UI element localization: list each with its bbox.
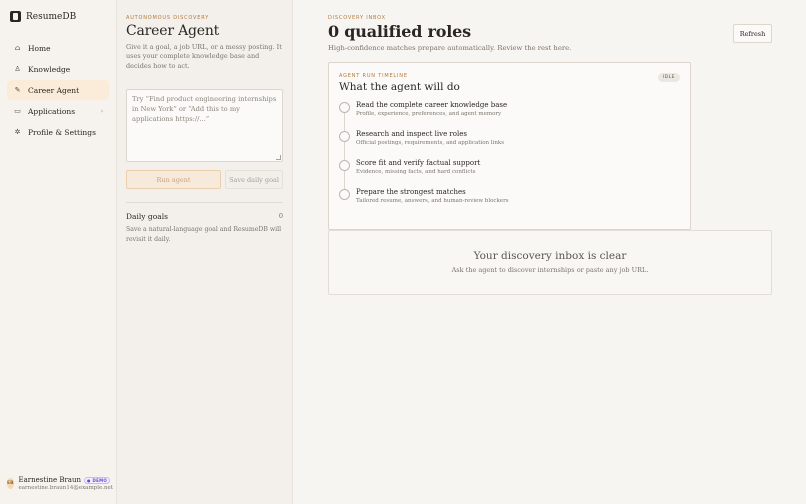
brand-name: ResumeDB (26, 11, 77, 22)
sidebar-item-career-agent[interactable] (7, 80, 109, 100)
demo-badge: ● DEMO (84, 477, 110, 484)
page-title: Career Agent (126, 23, 220, 39)
empty-state-description: Ask the agent to discover internships or paste any job URL. (451, 266, 649, 274)
daily-goals-count: 0 (278, 212, 283, 221)
timeline-step (339, 101, 680, 130)
step-connector (344, 171, 345, 189)
step-circle-icon (339, 160, 350, 171)
sidebar-item-knowledge[interactable] (7, 59, 109, 79)
sidebar-item-label: Applications (28, 106, 76, 116)
user-profile[interactable] (7, 476, 113, 491)
timeline-title: What the agent will do (339, 81, 460, 93)
step-text (356, 159, 480, 188)
goal-input-placeholder: Try “Find product engineering internships in New York” or “Add this to my applications https://...” (132, 95, 277, 124)
sidebar-item-label: Profile & Settings (28, 127, 96, 137)
empty-state (328, 230, 772, 295)
step-circle-icon (339, 131, 350, 142)
brand[interactable] (7, 9, 109, 24)
step-circle-icon (339, 189, 350, 200)
daily-goals-description: Save a natural-language goal and ResumeDB will revisit it daily. (126, 226, 282, 243)
sidebar-item-label: Home (28, 43, 51, 53)
step-title: Prepare the strongest matches (356, 188, 466, 196)
step-title: Score fit and verify factual support (356, 159, 481, 167)
sidebar-item-profile-settings[interactable] (7, 122, 109, 142)
sidebar-item-label: Career Agent (28, 85, 80, 95)
person-icon: ♙ (14, 65, 21, 73)
step-circle-icon (339, 102, 350, 113)
timeline-step (339, 130, 680, 159)
step-connector (344, 113, 345, 131)
sidebar-nav (7, 38, 109, 142)
status-badge: IDLE (658, 73, 680, 82)
step-description: Profile, experience, preferences, and agent memory (356, 111, 502, 117)
save-daily-goal-button[interactable]: Save daily goal (225, 170, 283, 189)
user-name-row (19, 476, 113, 484)
inbox-title: 0 qualified roles (328, 22, 471, 41)
agent-actions (126, 170, 283, 189)
timeline-step (339, 159, 680, 188)
daily-goals-header (126, 212, 283, 221)
agent-icon: ✎ (14, 86, 21, 94)
timeline-kicker: AGENT RUN TIMELINE (339, 73, 408, 79)
refresh-button[interactable]: Refresh (733, 24, 772, 43)
agent-description: Give it a goal, a job URL, or a messy posting. It uses your complete knowledge base and decides how to act. (126, 43, 282, 70)
step-title: Read the complete career knowledge base (356, 101, 508, 109)
user-email: earnestine.braun14@example.net (18, 485, 113, 491)
chevron-right-icon[interactable]: › (100, 107, 103, 115)
sidebar-item-applications[interactable] (7, 101, 109, 121)
agent-kicker: AUTONOMOUS DISCOVERY (126, 15, 210, 21)
resize-handle[interactable] (276, 155, 281, 160)
inbox-subtitle: High-confidence matches prepare automatically. Review the rest here. (328, 44, 572, 52)
divider (126, 202, 283, 203)
sidebar (0, 0, 117, 504)
agent-panel (117, 0, 293, 504)
avatar: EB (7, 478, 14, 489)
user-name: Earnestine Braun (18, 476, 81, 484)
sidebar-item-home[interactable] (7, 38, 109, 58)
discovery-inbox (293, 0, 806, 504)
step-description: Tailored resume, answers, and human-review blockers (356, 198, 509, 204)
daily-goals-title: Daily goals (126, 212, 168, 222)
timeline-card (328, 62, 691, 230)
logo-icon (10, 11, 21, 22)
step-text (356, 101, 507, 130)
timeline-step (339, 188, 680, 217)
goal-input[interactable] (126, 89, 283, 162)
gear-icon: ✲ (14, 128, 21, 136)
step-text (356, 130, 504, 159)
sidebar-item-label: Knowledge (28, 64, 71, 74)
step-connector (344, 142, 345, 160)
empty-state-title: Your discovery inbox is clear (473, 250, 627, 262)
briefcase-icon: ▭ (14, 107, 21, 115)
user-info (19, 476, 113, 491)
step-title: Research and inspect live roles (356, 130, 467, 138)
step-text (356, 188, 509, 217)
home-icon: ⌂ (14, 44, 21, 52)
step-description: Evidence, missing facts, and hard conflicts (356, 169, 476, 175)
inbox-kicker: DISCOVERY INBOX (328, 15, 386, 21)
step-description: Official postings, requirements, and application links (356, 140, 505, 146)
run-agent-button[interactable]: Run agent (126, 170, 221, 189)
timeline-steps (339, 101, 680, 217)
